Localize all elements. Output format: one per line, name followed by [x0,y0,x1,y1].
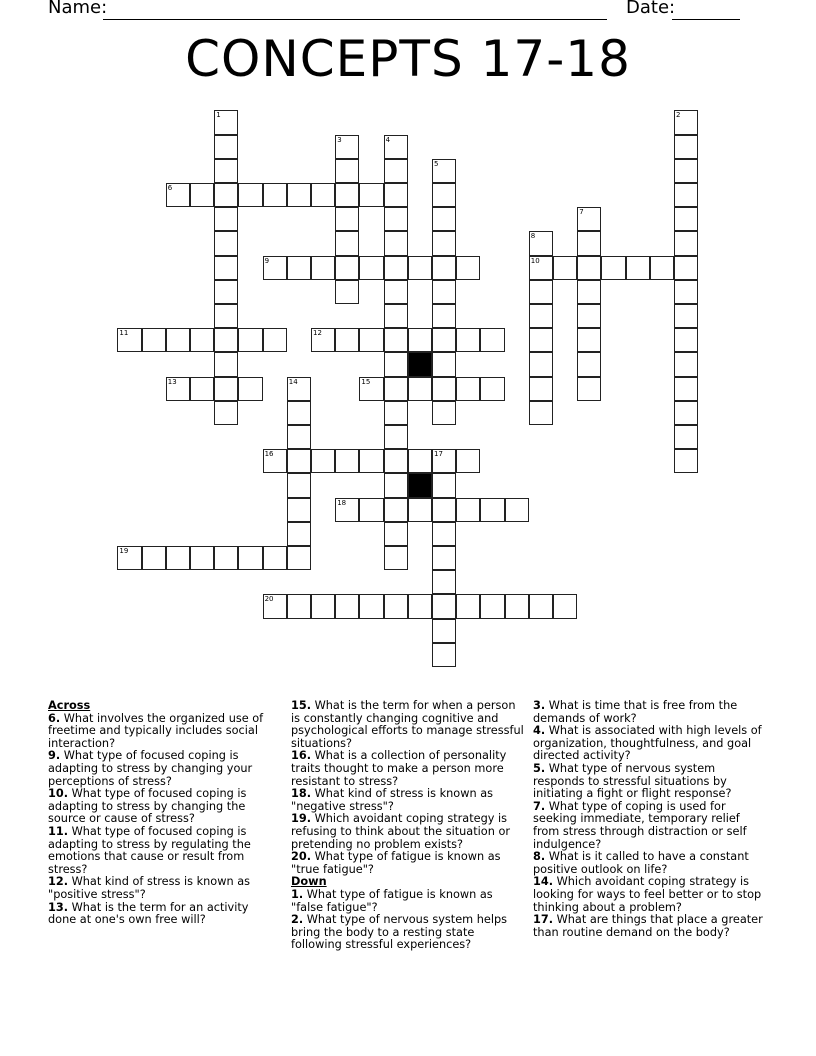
grid-cell[interactable] [553,594,577,618]
grid-cell[interactable] [432,522,456,546]
grid-cell[interactable] [214,231,238,255]
grid-cell[interactable] [359,256,383,280]
grid-cell[interactable] [674,231,698,255]
grid-cell[interactable] [117,328,141,352]
grid-cell[interactable] [384,425,408,449]
grid-cell[interactable] [601,256,625,280]
grid-cell[interactable] [359,449,383,473]
cell-number: 12 [313,329,322,338]
grid-cell[interactable] [335,183,359,207]
clue-number: 19. [291,812,312,826]
grid-cell[interactable] [263,328,287,352]
grid-cell[interactable] [287,522,311,546]
grid-cell[interactable] [359,377,383,401]
grid-cell[interactable] [214,280,238,304]
clue-text: What type of focused coping is adapting to stress by changing the source or cause of stress? [48,787,247,826]
clue-number: 17. [533,913,554,927]
grid-cell[interactable] [408,498,432,522]
clue-number: 2. [291,913,304,927]
clue-item [533,763,769,801]
clue-text: What type of focused coping is adapting to stress by changing your perceptions of stress? [48,749,253,788]
grid-cell[interactable] [263,546,287,570]
grid-cell[interactable] [335,207,359,231]
grid-cell[interactable] [384,473,408,497]
grid-cell[interactable] [529,352,553,376]
clue-number: 13. [48,900,69,914]
clue-text: What are things that place a greater than routine demand on the body? [533,913,763,939]
cell-number: 19 [119,547,129,555]
clue-text: What kind of stress is known as "negative stress"? [291,787,494,813]
clue-item [48,902,270,927]
grid-cell[interactable] [263,449,287,473]
grid-cell[interactable] [214,207,238,231]
grid-cell[interactable] [408,449,432,473]
cell-number: 15 [361,377,371,386]
clue-number: 5. [533,761,546,775]
clue-number: 14. [533,875,554,889]
grid-cell[interactable] [408,594,432,618]
grid-cell[interactable] [674,135,698,159]
cell-number: 20 [264,595,274,604]
grid-cell[interactable] [359,183,383,207]
clue-text: What is time that is free from the demands of work? [533,699,738,725]
grid-cell[interactable] [384,159,408,183]
grid-cell[interactable] [480,498,504,522]
clue-item [48,788,270,826]
grid-cell[interactable] [529,377,553,401]
clue-text: Which avoidant coping strategy is refusing to think about the situation or pretending no problem exists? [291,812,511,851]
clue-column-1 [48,700,270,927]
grid-cell[interactable] [359,594,383,618]
grid-cell[interactable] [432,619,456,643]
grid-cell[interactable] [384,256,408,280]
clue-text: What kind of stress is known as "positive stress"? [48,875,251,901]
clue-text: What is a collection of personality traits thought to make a person more resistant to stress? [291,749,507,788]
grid-cell[interactable] [214,135,238,159]
grid-cell[interactable] [335,135,359,159]
grid-cell[interactable] [238,183,262,207]
across-heading: Across [48,699,91,712]
grid-cell[interactable] [384,135,408,159]
clue-text: What type of fatigue is known as "true fatigue"? [291,850,501,876]
cell-number: 4 [385,135,391,144]
clue-text: Which avoidant coping strategy is looking for ways to feel better or to stop thinking about a problem? [533,875,762,914]
clue-item [533,851,769,876]
grid-cell[interactable] [456,256,480,280]
grid-cell[interactable] [432,546,456,570]
grid-cell[interactable] [214,110,238,134]
grid-cell[interactable] [214,401,238,425]
cell-number: 17 [434,450,443,459]
grid-cell[interactable] [674,425,698,449]
grid-cell[interactable] [432,449,456,473]
clue-item [291,700,527,750]
grid-cell[interactable] [311,256,335,280]
grid-cell[interactable] [238,377,262,401]
clue-item [533,801,769,851]
grid-cell[interactable] [166,328,190,352]
clue-number: 11. [48,824,69,838]
grid-cell[interactable] [674,352,698,376]
grid-cell[interactable] [529,594,553,618]
grid-cell[interactable] [674,401,698,425]
grid-cell[interactable] [432,328,456,352]
grid-cell[interactable] [384,377,408,401]
grid-cell[interactable] [432,159,456,183]
grid-cell[interactable] [384,401,408,425]
grid-cell[interactable] [577,328,601,352]
clue-number: 20. [291,850,312,864]
grid-cell[interactable] [190,328,214,352]
grid-cell[interactable] [214,328,238,352]
grid-cell[interactable] [384,231,408,255]
grid-cell[interactable] [432,352,456,376]
grid-cell[interactable] [117,546,141,570]
grid-cell[interactable] [335,449,359,473]
cell-number: 16 [264,450,274,459]
grid-cell[interactable] [335,328,359,352]
grid-cell[interactable] [529,256,553,280]
grid-cell[interactable] [432,183,456,207]
grid-cell[interactable] [359,498,383,522]
grid-cell[interactable] [287,546,311,570]
grid-cell[interactable] [577,304,601,328]
grid-cell[interactable] [287,401,311,425]
clue-item [48,876,270,901]
clues-section [48,700,768,955]
grid-cell[interactable] [432,304,456,328]
header [0,0,816,24]
grid-cell[interactable] [287,594,311,618]
grid-cell[interactable] [384,207,408,231]
grid-cell[interactable] [577,231,601,255]
clue-item [533,914,769,939]
cell-number: 18 [337,498,347,507]
grid-cell[interactable] [311,594,335,618]
grid-cell[interactable] [432,231,456,255]
grid-cell[interactable] [359,328,383,352]
grid-cell[interactable] [674,256,698,280]
grid-cell[interactable] [674,159,698,183]
grid-cell[interactable] [287,449,311,473]
grid-cell[interactable] [456,498,480,522]
clue-column-3 [533,700,769,939]
grid-cell[interactable] [214,159,238,183]
grid-cell[interactable] [456,377,480,401]
grid-cell[interactable] [238,546,262,570]
grid-cell[interactable] [335,256,359,280]
clue-column-2 [291,700,527,952]
cell-number: 3 [337,135,342,144]
grid-cell[interactable] [577,207,601,231]
clue-text: What is the term for an activity done at one's own free will? [48,900,249,927]
clue-number: 1. [291,887,304,901]
grid-cell[interactable] [384,498,408,522]
grid-cell[interactable] [650,256,674,280]
grid-cell[interactable] [674,183,698,207]
grid-cell[interactable] [408,377,432,401]
down-heading: Down [291,875,327,889]
grid-cell[interactable] [287,498,311,522]
cell-number: 9 [264,256,270,265]
grid-cell[interactable] [166,377,190,401]
grid-cell[interactable] [335,280,359,304]
clue-item [291,914,527,952]
grid-cell[interactable] [384,183,408,207]
grid-cell[interactable] [674,280,698,304]
clue-number: 18. [291,787,312,801]
cell-number: 5 [434,159,439,168]
clue-item [291,851,527,876]
grid-cell[interactable] [214,546,238,570]
grid-cell[interactable] [626,256,650,280]
grid-cell[interactable] [214,377,238,401]
grid-cell[interactable] [432,570,456,594]
puzzle-title: CONCEPTS 17-18 [185,30,631,88]
grid-cell[interactable] [577,280,601,304]
grid-cell[interactable] [384,280,408,304]
clue-text: What involves the organized use of freetime and typically includes social interaction? [48,711,264,750]
grid-cell[interactable] [287,473,311,497]
date-label: Date: [626,0,681,18]
grid-cell[interactable] [214,183,238,207]
clue-text: What type of fatigue is known as "false fatigue"? [291,887,493,914]
grid-cell[interactable] [263,256,287,280]
grid-cell[interactable] [553,256,577,280]
grid-cell[interactable] [432,594,456,618]
block-cell [408,352,432,376]
grid-cell[interactable] [674,328,698,352]
clue-text: What type of nervous system responds to stressful situations by initiating a fight or flight response? [533,761,732,801]
grid-cell[interactable] [287,183,311,207]
grid-cell[interactable] [432,377,456,401]
grid-cell[interactable] [505,498,529,522]
clue-text: What is it called to have a constant positive outlook on life? [533,850,749,876]
clue-number: 8. [533,850,546,864]
grid-cell[interactable] [432,280,456,304]
clue-number: 6. [48,711,61,725]
grid-cell[interactable] [335,498,359,522]
grid-cell[interactable] [384,522,408,546]
clue-item [48,750,270,788]
grid-cell[interactable] [384,352,408,376]
grid-cell[interactable] [190,377,214,401]
grid-cell[interactable] [384,546,408,570]
clue-item [291,889,527,914]
clue-item [291,750,527,788]
grid-cell[interactable] [529,401,553,425]
clue-item [533,725,769,763]
clue-number: 16. [291,749,312,763]
clue-number: 4. [533,724,546,738]
cell-number: 1 [216,111,221,120]
cell-number: 6 [167,184,173,192]
grid-cell[interactable] [674,304,698,328]
grid-cell[interactable] [214,352,238,376]
grid-cell[interactable] [432,473,456,497]
grid-cell[interactable] [166,183,190,207]
date-field[interactable] [672,19,740,20]
grid-cell[interactable] [142,546,166,570]
clue-item [291,788,527,813]
grid-cell[interactable] [408,256,432,280]
clue-number: 10. [48,787,69,801]
clue-text: What type of nervous system helps bring the body to a resting state following stressful experiences? [291,913,508,952]
clue-item [48,713,270,751]
cell-number: 7 [579,208,584,217]
grid-cell[interactable] [214,304,238,328]
grid-cell[interactable] [456,449,480,473]
grid-cell[interactable] [384,449,408,473]
grid-cell[interactable] [577,352,601,376]
grid-cell[interactable] [480,377,504,401]
clue-item [533,876,769,914]
grid-cell[interactable] [529,328,553,352]
grid-cell[interactable] [674,207,698,231]
grid-cell[interactable] [529,231,553,255]
clue-item [48,826,270,876]
grid-cell[interactable] [577,256,601,280]
grid-cell[interactable] [505,594,529,618]
grid-cell[interactable] [674,449,698,473]
grid-cell[interactable] [384,594,408,618]
grid-cell[interactable] [190,183,214,207]
grid-cell[interactable] [674,110,698,134]
cell-number: 13 [167,377,177,386]
grid-cell[interactable] [432,498,456,522]
grid-cell[interactable] [384,328,408,352]
clue-number: 9. [48,749,61,763]
grid-cell[interactable] [456,594,480,618]
grid-cell[interactable] [674,377,698,401]
clue-text: What type of focused coping is adapting to stress by regulating the emotions that cause or result from stress? [48,824,251,876]
grid-cell[interactable] [529,280,553,304]
grid-cell[interactable] [335,159,359,183]
grid-cell[interactable] [263,183,287,207]
grid-cell[interactable] [480,328,504,352]
block-cell [408,473,432,497]
cell-number: 11 [119,329,129,338]
grid-cell[interactable] [142,328,166,352]
name-label: Name: [48,0,113,18]
grid-cell[interactable] [214,256,238,280]
clue-item [291,813,527,851]
grid-cell[interactable] [311,449,335,473]
grid-cell[interactable] [190,546,214,570]
clue-number: 15. [291,699,312,712]
grid-cell[interactable] [335,231,359,255]
grid-cell[interactable] [287,256,311,280]
grid-cell[interactable] [166,546,190,570]
clue-text: What is the term for when a person is constantly changing cognitive and psychological efforts to manage stressful situations? [291,699,524,750]
grid-cell[interactable] [287,377,311,401]
grid-cell[interactable] [311,183,335,207]
grid-cell[interactable] [480,594,504,618]
cell-number: 2 [676,111,681,120]
grid-cell[interactable] [456,328,480,352]
grid-cell[interactable] [335,594,359,618]
clue-text: What type of coping is used for seeking immediate, temporary relief from stress through distraction or self indulgence? [533,799,747,851]
grid-cell[interactable] [263,594,287,618]
grid-cell[interactable] [432,256,456,280]
grid-cell[interactable] [384,304,408,328]
grid-cell[interactable] [529,304,553,328]
grid-cell[interactable] [311,328,335,352]
grid-cell[interactable] [432,207,456,231]
grid-cell[interactable] [287,425,311,449]
cell-number: 10 [530,256,540,265]
grid-cell[interactable] [238,328,262,352]
clue-number: 3. [533,699,546,712]
clue-item [533,700,769,725]
cell-number: 8 [530,232,536,241]
name-field[interactable] [103,19,607,20]
grid-cell[interactable] [577,377,601,401]
grid-cell[interactable] [408,328,432,352]
grid-cell[interactable] [432,401,456,425]
clue-number: 7. [533,799,546,813]
cell-number: 14 [288,377,298,386]
clue-text: What is associated with high levels of organization, thoughtfulness, and goal directed activity? [533,724,762,763]
grid-cell[interactable] [432,643,456,667]
clue-number: 12. [48,875,69,889]
